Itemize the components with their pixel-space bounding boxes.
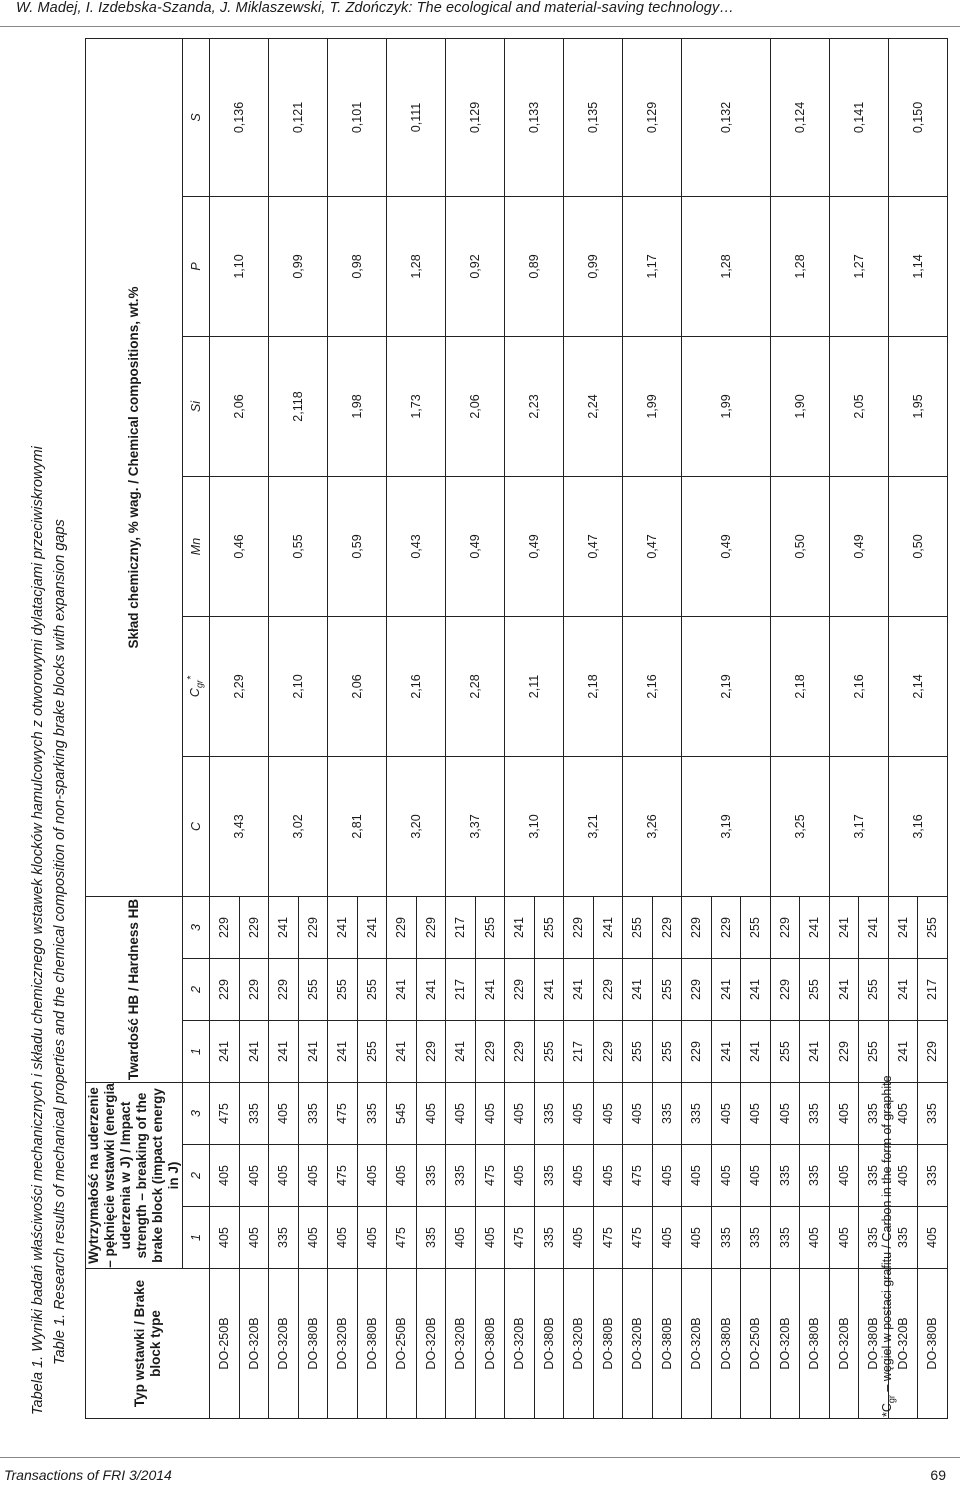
cell-impact: 335 [416,1207,446,1269]
cell-impact: 475 [328,1083,358,1145]
header-rule [0,26,960,27]
footnote: $*C_{gr}$ – węgiel w postaci grafitu / Carbon in the form of graphite [880,1075,897,1417]
hardness-sub-1: 1 [183,1021,210,1083]
cell-chem-s: 0,124 [770,38,829,196]
cell-impact: 475 [623,1145,653,1207]
cell-hardness: 255 [800,959,830,1021]
cell-impact: 335 [416,1145,446,1207]
cell-impact: 405 [829,1145,859,1207]
cell-impact: 405 [298,1145,328,1207]
cell-chem-p: 0,99 [564,197,623,337]
cell-hardness: 255 [298,959,328,1021]
cell-hardness: 241 [888,897,918,959]
cell-impact: 405 [269,1145,299,1207]
cell-hardness: 229 [416,897,446,959]
cell-impact: 545 [387,1083,417,1145]
table-row [770,38,800,1418]
cell-impact: 405 [416,1083,446,1145]
cell-type: DO-320B [328,1269,358,1419]
cell-impact: 335 [534,1207,564,1269]
cell-chem-mn: 0,49 [682,477,771,617]
cell-impact: 405 [829,1207,859,1269]
cell-hardness: 241 [888,959,918,1021]
page-number: 69 [930,1467,946,1483]
rotated-table-region [30,75,940,1425]
cell-impact: 405 [770,1083,800,1145]
cell-hardness: 241 [269,897,299,959]
cell-impact: 475 [387,1207,417,1269]
cell-chem-s: 0,101 [328,38,387,196]
cell-hardness: 241 [387,959,417,1021]
cell-hardness: 229 [505,959,535,1021]
journal-name: Transactions of FRI 3/2014 [4,1467,172,1483]
cell-hardness: 241 [505,897,535,959]
cell-impact: 475 [328,1145,358,1207]
cell-type: DO-250B [741,1269,771,1419]
cell-impact: 405 [711,1083,741,1145]
cell-hardness: 241 [711,1021,741,1083]
cell-chem-si: 2,23 [505,337,564,477]
cell-impact: 405 [239,1145,269,1207]
cell-hardness: 241 [859,897,889,959]
cell-impact: 405 [564,1207,594,1269]
cell-impact: 405 [357,1145,387,1207]
cell-hardness: 241 [269,1021,299,1083]
cell-impact: 405 [593,1145,623,1207]
cell-impact: 335 [859,1145,889,1207]
cell-chem-s: 0,121 [269,38,328,196]
cell-hardness: 255 [859,959,889,1021]
cell-chem-s: 0,150 [888,38,947,196]
cell-hardness: 229 [682,959,712,1021]
cell-chem-cgr: 2,28 [446,617,505,757]
cell-hardness: 217 [564,1021,594,1083]
cell-type: DO-380B [534,1269,564,1419]
cell-impact: 335 [800,1083,830,1145]
hardness-sub-2: 2 [183,959,210,1021]
cell-impact: 405 [593,1083,623,1145]
cell-impact: 405 [564,1145,594,1207]
cell-chem-cgr: 2,19 [682,617,771,757]
cell-impact: 335 [770,1207,800,1269]
cell-type: DO-320B [239,1269,269,1419]
cell-hardness: 229 [770,897,800,959]
cell-chem-si: 1,98 [328,337,387,477]
cell-type: DO-320B [416,1269,446,1419]
caption-polish: Tabela 1. Wyniki badań właściwości mechanicznych i składu chemicznego wstawek klocków hamulcowych z otworowymi dylatacjami przeciwiskrowymi [30,446,46,1415]
cell-chem-p: 0,99 [269,197,328,337]
cell-hardness: 241 [239,1021,269,1083]
cell-impact: 335 [298,1083,328,1145]
cell-impact: 405 [446,1083,476,1145]
cell-chem-c: 3,43 [210,757,269,897]
cell-hardness: 229 [505,1021,535,1083]
cell-type: DO-250B [210,1269,240,1419]
cell-hardness: 229 [210,897,240,959]
cell-impact: 335 [918,1145,948,1207]
cell-hardness: 241 [593,897,623,959]
table-row [387,38,417,1418]
cell-chem-p: 0,98 [328,197,387,337]
cell-chem-c: 3,17 [829,757,888,897]
cell-hardness: 217 [918,959,948,1021]
cell-hardness: 241 [741,1021,771,1083]
cell-chem-p: 1,17 [623,197,682,337]
cell-type: DO-380B [357,1269,387,1419]
cell-type: DO-320B [829,1269,859,1419]
cell-hardness: 255 [328,959,358,1021]
cell-hardness: 255 [623,1021,653,1083]
cell-chem-c: 3,16 [888,757,947,897]
cell-impact: 405 [505,1145,535,1207]
hardness-sub-3: 3 [183,897,210,959]
cell-hardness: 229 [387,897,417,959]
cell-chem-p: 1,28 [387,197,446,337]
cell-chem-mn: 0,47 [623,477,682,617]
cell-hardness: 241 [564,959,594,1021]
cell-impact: 405 [505,1083,535,1145]
cell-chem-s: 0,136 [210,38,269,196]
cell-impact: 335 [534,1083,564,1145]
cell-impact: 405 [711,1145,741,1207]
cell-chem-s: 0,111 [387,38,446,196]
cell-chem-p: 1,28 [682,197,771,337]
col-header-impact: Wytrzymałość na uderzenie – pęknięcie wstawki (energia uderzenia w J) / Impact strength – breaking of the brake block (impact energy in J) [86,1083,181,1268]
cell-chem-cgr: 2,18 [564,617,623,757]
cell-hardness: 229 [711,897,741,959]
footer-rule [0,1457,960,1458]
cell-hardness: 255 [859,1021,889,1083]
cell-impact: 405 [357,1207,387,1269]
chem-sub-c: C [183,757,210,897]
cell-type: DO-320B [623,1269,653,1419]
cell-hardness: 255 [652,959,682,1021]
cell-hardness: 255 [741,897,771,959]
cell-hardness: 241 [446,1021,476,1083]
chem-sub-si: Si [183,337,210,477]
col-header-chemical: Skład chemiczny, % wag. / Chemical compositions, wt.% [86,38,183,896]
impact-sub-2: 2 [183,1145,210,1207]
table-row [446,38,476,1418]
cell-chem-s: 0,129 [623,38,682,196]
cell-hardness: 241 [475,959,505,1021]
cell-impact: 475 [210,1083,240,1145]
cell-type: DO-320B [269,1269,299,1419]
cell-type: DO-380B [918,1269,948,1419]
header-row [86,38,183,1418]
table-body [210,38,948,1418]
chem-sub-cgr: $C_{gr}^*$ [183,617,210,757]
cell-chem-si: 2,05 [829,337,888,477]
cell-hardness: 229 [918,1021,948,1083]
caption-english: Table 1. Research results of mechanical properties and the chemical composition of non-sparking brake blocks with expansion gaps [52,519,68,1365]
cell-chem-si: 1,73 [387,337,446,477]
cell-impact: 335 [859,1083,889,1145]
cell-impact: 475 [623,1207,653,1269]
cell-impact: 335 [770,1145,800,1207]
cell-hardness: 255 [918,897,948,959]
cell-chem-si: 2,24 [564,337,623,477]
cell-chem-s: 0,132 [682,38,771,196]
cell-hardness: 229 [269,959,299,1021]
cell-chem-mn: 0,59 [328,477,387,617]
cell-type: DO-380B [652,1269,682,1419]
cell-impact: 335 [682,1083,712,1145]
cell-chem-cgr: 2,16 [623,617,682,757]
chem-sub-s: S [183,38,210,196]
cell-chem-si: 1,99 [682,337,771,477]
cell-impact: 405 [564,1083,594,1145]
table-row [269,38,299,1418]
cell-chem-si: 2,06 [446,337,505,477]
cell-type: DO-250B [387,1269,417,1419]
cell-hardness: 255 [770,1021,800,1083]
cell-hardness: 241 [800,1021,830,1083]
cell-chem-cgr: 2,11 [505,617,564,757]
cell-impact: 405 [387,1145,417,1207]
cell-impact: 335 [652,1083,682,1145]
cell-hardness: 241 [829,959,859,1021]
cell-chem-c: 3,25 [770,757,829,897]
cell-chem-s: 0,129 [446,38,505,196]
cell-hardness: 241 [711,959,741,1021]
cell-chem-cgr: 2,16 [387,617,446,757]
cell-type: DO-380B [593,1269,623,1419]
cell-impact: 405 [800,1207,830,1269]
cell-hardness: 229 [564,897,594,959]
cell-hardness: 229 [239,897,269,959]
cell-impact: 405 [652,1207,682,1269]
cell-hardness: 229 [682,897,712,959]
cell-hardness: 229 [416,1021,446,1083]
cell-chem-c: 3,26 [623,757,682,897]
table-row [328,38,358,1418]
cell-hardness: 229 [652,897,682,959]
cell-hardness: 241 [210,1021,240,1083]
cell-hardness: 229 [829,1021,859,1083]
cell-chem-cgr: 2,10 [269,617,328,757]
cell-hardness: 255 [534,897,564,959]
cell-type: DO-320B [505,1269,535,1419]
cell-hardness: 255 [534,1021,564,1083]
cell-hardness: 241 [328,1021,358,1083]
cell-hardness: 229 [298,897,328,959]
cell-impact: 405 [741,1083,771,1145]
results-table [85,38,948,1419]
cell-chem-mn: 0,49 [829,477,888,617]
cell-type: DO-380B [800,1269,830,1419]
cell-impact: 405 [269,1083,299,1145]
cell-hardness: 241 [298,1021,328,1083]
cell-chem-si: 1,95 [888,337,947,477]
cell-impact: 405 [239,1207,269,1269]
cell-hardness: 217 [446,897,476,959]
cell-impact: 405 [298,1207,328,1269]
cell-hardness: 241 [416,959,446,1021]
cell-impact: 405 [682,1207,712,1269]
cell-impact: 405 [446,1207,476,1269]
cell-hardness: 241 [800,897,830,959]
cell-chem-si: 1,99 [623,337,682,477]
cell-chem-c: 3,02 [269,757,328,897]
cell-hardness: 241 [328,897,358,959]
cell-impact: 335 [741,1207,771,1269]
cell-chem-p: 1,14 [888,197,947,337]
cell-hardness: 229 [210,959,240,1021]
cell-impact: 405 [888,1083,918,1145]
cell-chem-mn: 0,55 [269,477,328,617]
cell-hardness: 241 [357,897,387,959]
cell-hardness: 241 [534,959,564,1021]
cell-hardness: 241 [741,959,771,1021]
cell-chem-p: 0,92 [446,197,505,337]
table-row [505,38,535,1418]
cell-type: DO-380B [711,1269,741,1419]
cell-type: DO-320B [888,1269,918,1419]
cell-chem-cgr: 2,29 [210,617,269,757]
table-row [829,38,859,1418]
col-header-type: Typ wstawki / Brake block type [86,1269,210,1419]
cell-hardness: 241 [829,897,859,959]
cell-impact: 335 [711,1207,741,1269]
cell-impact: 405 [829,1083,859,1145]
cell-impact: 335 [800,1145,830,1207]
cell-chem-cgr: 2,16 [829,617,888,757]
cell-hardness: 241 [888,1021,918,1083]
cell-impact: 405 [328,1207,358,1269]
cell-impact: 405 [475,1207,505,1269]
cell-chem-p: 0,89 [505,197,564,337]
chem-sub-mn: Mn [183,477,210,617]
cell-chem-cgr: 2,18 [770,617,829,757]
cell-impact: 405 [623,1083,653,1145]
table-row [682,38,712,1418]
table-row [210,38,240,1418]
cell-impact: 405 [210,1145,240,1207]
cell-type: DO-320B [682,1269,712,1419]
cell-hardness: 255 [475,897,505,959]
cell-hardness: 255 [357,959,387,1021]
cell-impact: 335 [269,1207,299,1269]
cell-chem-c: 3,10 [505,757,564,897]
cell-impact: 405 [888,1145,918,1207]
cell-type: DO-320B [770,1269,800,1419]
cell-type: DO-380B [475,1269,505,1419]
cell-hardness: 229 [593,1021,623,1083]
cell-hardness: 229 [239,959,269,1021]
cell-impact: 335 [918,1083,948,1145]
cell-type: DO-380B [298,1269,328,1419]
cell-chem-c: 3,19 [682,757,771,897]
cell-chem-p: 1,10 [210,197,269,337]
cell-chem-si: 2,118 [269,337,328,477]
cell-impact: 335 [239,1083,269,1145]
cell-hardness: 229 [475,1021,505,1083]
cell-impact: 335 [357,1083,387,1145]
cell-chem-s: 0,135 [564,38,623,196]
cell-hardness: 255 [357,1021,387,1083]
cell-hardness: 229 [682,1021,712,1083]
cell-impact: 475 [475,1145,505,1207]
cell-chem-cgr: 2,14 [888,617,947,757]
cell-impact: 335 [888,1207,918,1269]
cell-chem-mn: 0,49 [446,477,505,617]
cell-type: DO-320B [564,1269,594,1419]
cell-chem-c: 3,21 [564,757,623,897]
cell-chem-mn: 0,50 [888,477,947,617]
cell-hardness: 241 [387,1021,417,1083]
cell-impact: 475 [593,1207,623,1269]
cell-impact: 405 [652,1145,682,1207]
cell-chem-c: 2,81 [328,757,387,897]
cell-impact: 335 [446,1145,476,1207]
cell-chem-si: 2,06 [210,337,269,477]
cell-hardness: 217 [446,959,476,1021]
cell-impact: 475 [505,1207,535,1269]
cell-chem-p: 1,27 [829,197,888,337]
col-header-hardness: Twardość HB / Hardness HB [86,897,183,1083]
cell-chem-s: 0,141 [829,38,888,196]
cell-chem-mn: 0,47 [564,477,623,617]
cell-chem-si: 1,90 [770,337,829,477]
cell-chem-p: 1,28 [770,197,829,337]
cell-impact: 405 [918,1207,948,1269]
cell-chem-c: 3,37 [446,757,505,897]
cell-chem-cgr: 2,06 [328,617,387,757]
running-header: W. Madej, I. Izdebska-Szanda, J. Miklaszewski, T. Zdończyk: The ecological and material-saving technology… [16,0,734,16]
cell-chem-mn: 0,46 [210,477,269,617]
cell-chem-mn: 0,50 [770,477,829,617]
cell-hardness: 229 [593,959,623,1021]
table-row [623,38,653,1418]
cell-hardness: 255 [652,1021,682,1083]
cell-chem-c: 3,20 [387,757,446,897]
impact-sub-1: 1 [183,1207,210,1269]
cell-impact: 335 [534,1145,564,1207]
cell-hardness: 241 [623,959,653,1021]
cell-type: DO-320B [446,1269,476,1419]
cell-chem-mn: 0,49 [505,477,564,617]
cell-impact: 335 [859,1207,889,1269]
subheader-row [183,38,210,1418]
cell-impact: 405 [475,1083,505,1145]
cell-chem-mn: 0,43 [387,477,446,617]
table-row [564,38,594,1418]
cell-hardness: 229 [770,959,800,1021]
cell-impact: 405 [210,1207,240,1269]
cell-hardness: 255 [623,897,653,959]
impact-sub-3: 3 [183,1083,210,1145]
cell-type: DO-380B [859,1269,889,1419]
cell-impact: 405 [682,1145,712,1207]
cell-chem-s: 0,133 [505,38,564,196]
chem-sub-p: P [183,197,210,337]
cell-impact: 405 [741,1145,771,1207]
